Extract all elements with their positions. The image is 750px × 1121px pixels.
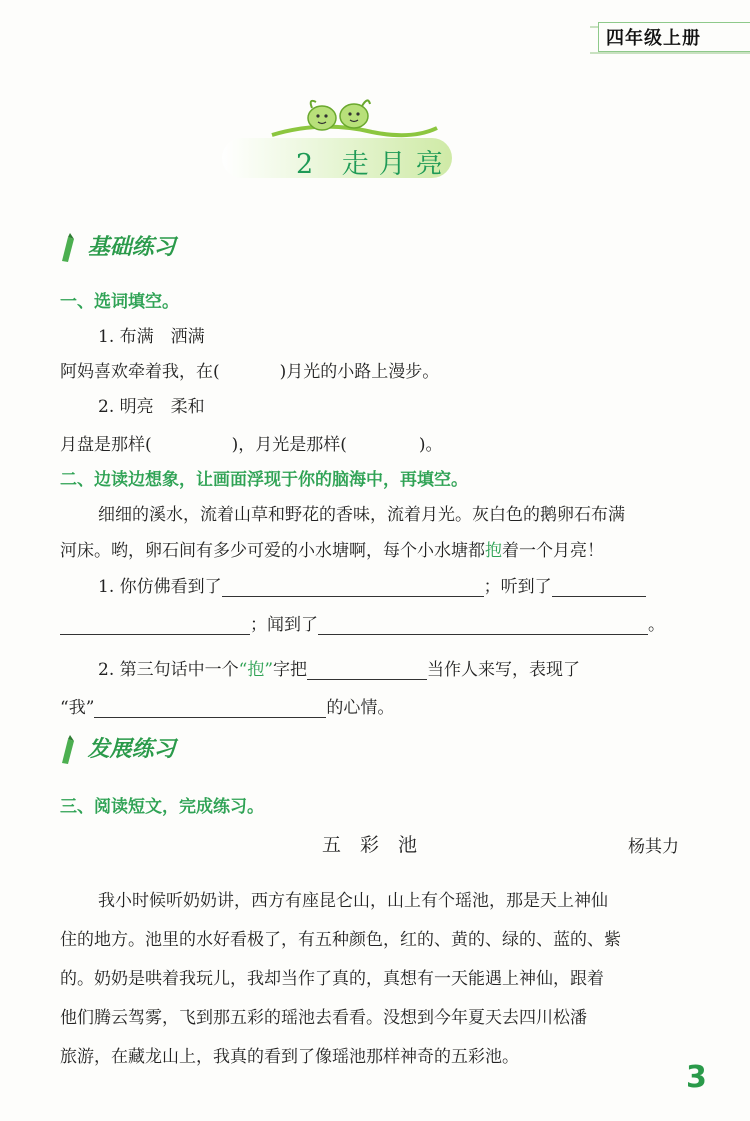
q2-word-choices: 2. 明亮 柔和 (98, 397, 205, 417)
q2-2-line-1 (98, 655, 580, 680)
passage-line-2b: 着一个月亮！ (502, 541, 604, 561)
q1-sentence-b: )月光的小路上漫步。 (279, 362, 440, 382)
passage-line-2 (60, 536, 604, 561)
lesson-title (296, 142, 453, 181)
q2-2-part-b: 字把 (273, 660, 308, 680)
q2-sentence-c: )。 (418, 435, 443, 455)
heard-blank-a[interactable] (552, 578, 646, 597)
passage-line-1: 细细的溪水，流着山草和野花的香味，流着月光。灰白色的鹅卵石布满 (98, 505, 625, 525)
personified-blank[interactable] (307, 661, 427, 680)
story-line: 的。奶奶是哄着我玩儿，我却当作了真的，真想有一天能遇上神仙，跟着 (60, 969, 604, 989)
pencil-icon (58, 735, 80, 765)
q2-1-heard-label: ；听到了 (483, 577, 552, 597)
q2-sentence-b: )，月光是那样( (231, 435, 347, 455)
feeling-blank[interactable] (94, 699, 326, 718)
story-author: 杨其力 (628, 837, 679, 857)
section3-heading: 三、阅读短文，完成练习。 (60, 797, 264, 817)
story-title: 五 彩 池 (322, 834, 418, 856)
lesson-name: 走月亮 (341, 149, 453, 180)
story-line: 旅游，在藏龙山上，我真的看到了像瑶池那样神奇的五彩池。 (60, 1047, 519, 1067)
section2-heading: 二、边读边想象，让画面浮现于你的脑海中，再填空。 (60, 470, 468, 490)
q2-1-line-1 (98, 572, 646, 597)
q2-2-part-c: 当作人来写，表现了 (427, 660, 581, 680)
lesson-number: 2 (296, 149, 324, 180)
heard-blank-b[interactable] (60, 616, 250, 635)
section1-heading: 一、选词填空。 (60, 292, 179, 312)
basic-practice-label: 基础练习 (87, 235, 176, 260)
q2-1-smelt-label: ；闻到了 (250, 615, 318, 635)
q2-2-line-2 (60, 693, 394, 718)
q1-word-choices: 1. 布满 洒满 (98, 327, 205, 347)
q2-1-end: 。 (648, 615, 665, 635)
grade-label: 四年级上册 (606, 28, 701, 49)
smelt-blank[interactable] (318, 616, 648, 635)
q2-sentence (60, 430, 443, 455)
q2-2-wo: “我” (60, 698, 95, 718)
develop-practice-label: 发展练习 (87, 737, 176, 762)
basic-practice-tag (58, 230, 176, 263)
q2-1-seen-label: 1. 你仿佛看到了 (98, 577, 222, 597)
highlight-bao: 抱 (485, 541, 502, 561)
q2-2-part-a: 2. 第三句话中一个 (98, 660, 239, 680)
q2-sentence-a: 月盘是那样( (60, 435, 152, 455)
pencil-icon (58, 233, 80, 263)
passage-line-2a: 河床。哟，卵石间有多少可爱的小水塘啊，每个小水塘都 (60, 541, 485, 561)
page-number: 3 (686, 1060, 707, 1095)
q2-2-end: 的心情。 (326, 698, 395, 718)
story-line: 我小时候听奶奶讲，西方有座昆仑山，山上有个瑶池，那是天上神仙 (98, 891, 608, 911)
q2-1-line-2 (60, 610, 665, 635)
story-line: 他们腾云驾雾，飞到那五彩的瑶池去看看。没想到今年夏天去四川松潘 (60, 1008, 587, 1028)
q1-sentence (60, 357, 439, 382)
seen-blank[interactable] (222, 578, 484, 597)
q1-sentence-a: 阿妈喜欢牵着我，在( (60, 362, 220, 382)
story-line: 住的地方。池里的水好看极了，有五种颜色，红的、黄的、绿的、蓝的、紫 (60, 930, 621, 950)
develop-practice-tag (58, 732, 176, 765)
q2-2-highlight: “抱” (238, 660, 274, 680)
